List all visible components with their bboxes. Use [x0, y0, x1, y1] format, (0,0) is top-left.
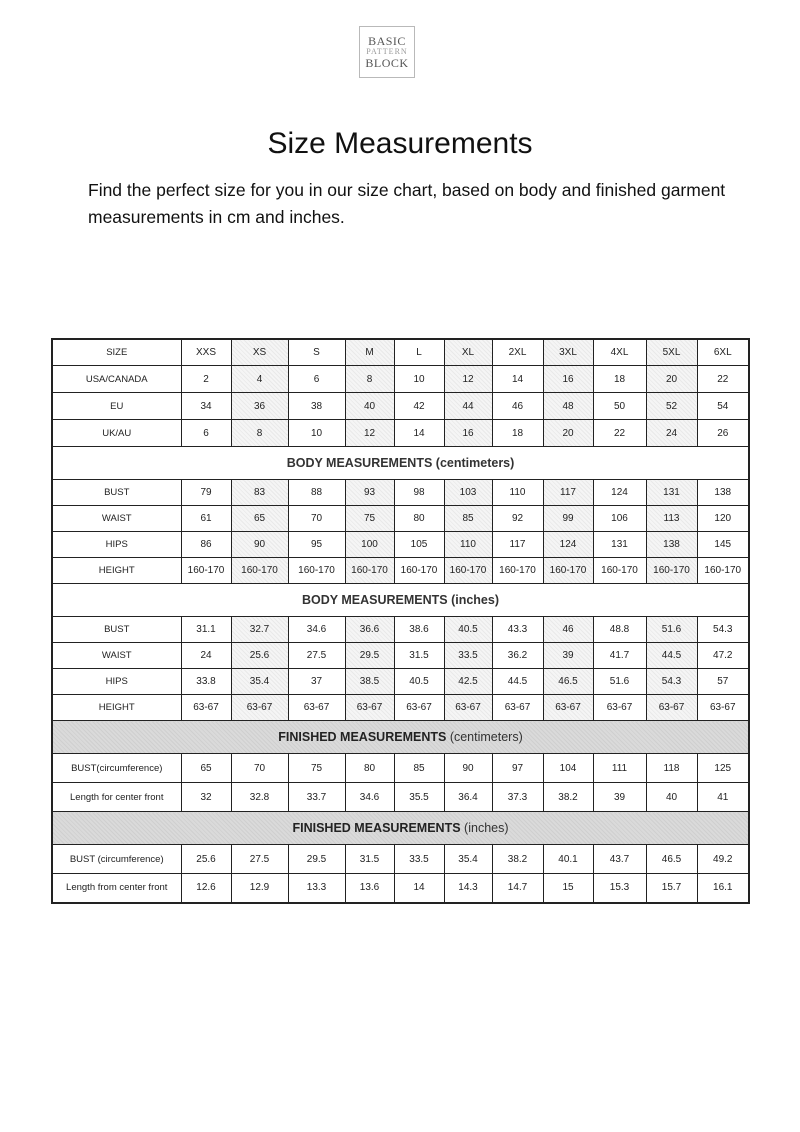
- measurement-value-cell: 35.4: [231, 669, 288, 695]
- size-value-cell: 16: [543, 366, 593, 393]
- measurement-value-cell: 49.2: [697, 845, 749, 874]
- measurement-value-cell: 31.5: [345, 845, 394, 874]
- section-title-text: BODY MEASUREMENTS: [286, 456, 433, 470]
- measurement-value-cell: 92: [492, 506, 543, 532]
- measurement-value-cell: 93: [345, 480, 394, 506]
- measurement-value-cell: 14.7: [492, 874, 543, 903]
- section-title-text: BODY MEASUREMENTS: [301, 593, 448, 607]
- row-label: BUST (circumference): [52, 845, 181, 874]
- measurement-value-cell: 160-170: [444, 558, 492, 584]
- conversion-row: [52, 366, 749, 393]
- size-header-cell: 4XL: [593, 339, 646, 366]
- measurement-value-cell: 48.8: [593, 617, 646, 643]
- measurement-value-cell: 70: [231, 754, 288, 783]
- row-label: BUST(circumference): [52, 754, 181, 783]
- size-value-cell: 22: [593, 420, 646, 447]
- measurement-value-cell: 160-170: [593, 558, 646, 584]
- measurement-value-cell: 80: [345, 754, 394, 783]
- size-value-cell: 12: [444, 366, 492, 393]
- section-unit: (centimeters): [435, 456, 515, 470]
- measurement-row: [52, 506, 749, 532]
- measurement-value-cell: 117: [492, 532, 543, 558]
- measurement-value-cell: 63-67: [444, 695, 492, 721]
- row-label: WAIST: [52, 506, 181, 532]
- measurement-value-cell: 85: [394, 754, 444, 783]
- measurement-value-cell: 41.7: [593, 643, 646, 669]
- section-title: [52, 721, 749, 754]
- logo-line-pattern: PATTERN: [366, 47, 408, 56]
- measurement-value-cell: 34.6: [345, 783, 394, 812]
- section-header-row: [52, 584, 749, 617]
- measurement-value-cell: 36.2: [492, 643, 543, 669]
- section-title-text: FINISHED MEASUREMENTS: [278, 730, 447, 744]
- measurement-value-cell: 105: [394, 532, 444, 558]
- intro-text: Find the perfect size for you in our size chart, based on body and finished garment measurements in cm and inches.: [88, 180, 726, 227]
- row-label: HEIGHT: [52, 558, 181, 584]
- row-label: Length from center front: [52, 874, 181, 903]
- measurement-row: [52, 874, 749, 903]
- measurement-value-cell: 34.6: [288, 617, 345, 643]
- size-header-cell: 3XL: [543, 339, 593, 366]
- size-value-cell: 22: [697, 366, 749, 393]
- size-header-label: SIZE: [52, 339, 181, 366]
- size-value-cell: 2: [181, 366, 231, 393]
- measurement-value-cell: 33.7: [288, 783, 345, 812]
- size-header-cell: M: [345, 339, 394, 366]
- measurement-value-cell: 27.5: [231, 845, 288, 874]
- measurement-value-cell: 15.7: [646, 874, 697, 903]
- measurement-value-cell: 95: [288, 532, 345, 558]
- measurement-value-cell: 27.5: [288, 643, 345, 669]
- measurement-value-cell: 75: [288, 754, 345, 783]
- measurement-value-cell: 65: [231, 506, 288, 532]
- measurement-value-cell: 39: [543, 643, 593, 669]
- measurement-value-cell: 32.7: [231, 617, 288, 643]
- measurement-value-cell: 40: [646, 783, 697, 812]
- measurement-value-cell: 118: [646, 754, 697, 783]
- measurement-value-cell: 35.5: [394, 783, 444, 812]
- measurement-value-cell: 63-67: [492, 695, 543, 721]
- section-unit: (inches): [464, 821, 509, 835]
- measurement-row: [52, 669, 749, 695]
- page-title: Size Measurements: [267, 127, 533, 160]
- measurement-value-cell: 160-170: [231, 558, 288, 584]
- measurement-value-cell: 90: [444, 754, 492, 783]
- section-title-text: FINISHED MEASUREMENTS: [292, 821, 461, 835]
- size-value-cell: 6: [288, 366, 345, 393]
- measurement-row: [52, 558, 749, 584]
- measurement-value-cell: 31.5: [394, 643, 444, 669]
- measurement-row: [52, 643, 749, 669]
- size-value-cell: 18: [593, 366, 646, 393]
- row-label: HIPS: [52, 532, 181, 558]
- row-label: WAIST: [52, 643, 181, 669]
- logo-line-basic: BASIC: [368, 34, 406, 48]
- measurement-value-cell: 25.6: [231, 643, 288, 669]
- measurement-value-cell: 111: [593, 754, 646, 783]
- size-value-cell: 46: [492, 393, 543, 420]
- size-header-row: [52, 339, 749, 366]
- measurement-value-cell: 40.5: [394, 669, 444, 695]
- size-value-cell: 44: [444, 393, 492, 420]
- measurement-value-cell: 47.2: [697, 643, 749, 669]
- measurement-row: [52, 783, 749, 812]
- measurement-value-cell: 38.2: [543, 783, 593, 812]
- measurement-value-cell: 65: [181, 754, 231, 783]
- size-value-cell: 20: [646, 366, 697, 393]
- measurement-value-cell: 90: [231, 532, 288, 558]
- size-value-cell: 10: [288, 420, 345, 447]
- measurement-value-cell: 100: [345, 532, 394, 558]
- measurement-value-cell: 37.3: [492, 783, 543, 812]
- section-header-row: [52, 721, 749, 754]
- measurement-row: [52, 695, 749, 721]
- measurement-value-cell: 97: [492, 754, 543, 783]
- row-label: Length for center front: [52, 783, 181, 812]
- measurement-value-cell: 160-170: [345, 558, 394, 584]
- measurement-value-cell: 46: [543, 617, 593, 643]
- measurement-value-cell: 98: [394, 480, 444, 506]
- conversion-row: [52, 420, 749, 447]
- section-title: [52, 584, 749, 617]
- measurement-value-cell: 160-170: [646, 558, 697, 584]
- measurement-value-cell: 36.4: [444, 783, 492, 812]
- measurement-row: [52, 845, 749, 874]
- measurement-value-cell: 38.5: [345, 669, 394, 695]
- measurement-value-cell: 63-67: [394, 695, 444, 721]
- measurement-value-cell: 103: [444, 480, 492, 506]
- measurement-value-cell: 63-67: [697, 695, 749, 721]
- size-header-cell: 5XL: [646, 339, 697, 366]
- measurement-value-cell: 88: [288, 480, 345, 506]
- measurement-value-cell: 110: [492, 480, 543, 506]
- measurement-value-cell: 120: [697, 506, 749, 532]
- measurement-value-cell: 104: [543, 754, 593, 783]
- measurement-value-cell: 63-67: [231, 695, 288, 721]
- row-label: BUST: [52, 617, 181, 643]
- measurement-value-cell: 36.6: [345, 617, 394, 643]
- measurement-value-cell: 85: [444, 506, 492, 532]
- measurement-value-cell: 117: [543, 480, 593, 506]
- measurement-value-cell: 15.3: [593, 874, 646, 903]
- measurement-value-cell: 63-67: [288, 695, 345, 721]
- measurement-value-cell: 35.4: [444, 845, 492, 874]
- measurement-value-cell: 29.5: [345, 643, 394, 669]
- size-value-cell: 14: [492, 366, 543, 393]
- size-value-cell: 12: [345, 420, 394, 447]
- measurement-value-cell: 15: [543, 874, 593, 903]
- size-header-cell: XL: [444, 339, 492, 366]
- measurement-value-cell: 33.5: [394, 845, 444, 874]
- measurement-value-cell: 63-67: [181, 695, 231, 721]
- measurement-value-cell: 145: [697, 532, 749, 558]
- measurement-value-cell: 13.3: [288, 874, 345, 903]
- section-header-row: [52, 812, 749, 845]
- size-value-cell: 36: [231, 393, 288, 420]
- measurement-value-cell: 14.3: [444, 874, 492, 903]
- size-header-cell: XXS: [181, 339, 231, 366]
- size-value-cell: 8: [231, 420, 288, 447]
- measurement-value-cell: 51.6: [593, 669, 646, 695]
- logo-line-block: BLOCK: [365, 56, 409, 70]
- measurement-value-cell: 39: [593, 783, 646, 812]
- measurement-value-cell: 41: [697, 783, 749, 812]
- size-header-cell: S: [288, 339, 345, 366]
- size-value-cell: 4: [231, 366, 288, 393]
- measurement-value-cell: 14: [394, 874, 444, 903]
- measurement-value-cell: 33.5: [444, 643, 492, 669]
- section-title: [52, 812, 749, 845]
- measurement-value-cell: 44.5: [492, 669, 543, 695]
- measurement-value-cell: 37: [288, 669, 345, 695]
- row-label: UK/AU: [52, 420, 181, 447]
- size-value-cell: 54: [697, 393, 749, 420]
- size-value-cell: 16: [444, 420, 492, 447]
- size-value-cell: 8: [345, 366, 394, 393]
- measurement-value-cell: 99: [543, 506, 593, 532]
- measurement-value-cell: 29.5: [288, 845, 345, 874]
- measurement-value-cell: 63-67: [646, 695, 697, 721]
- measurement-value-cell: 131: [646, 480, 697, 506]
- measurement-value-cell: 25.6: [181, 845, 231, 874]
- row-label: HIPS: [52, 669, 181, 695]
- measurement-value-cell: 86: [181, 532, 231, 558]
- measurement-row: [52, 532, 749, 558]
- measurement-value-cell: 57: [697, 669, 749, 695]
- size-value-cell: 26: [697, 420, 749, 447]
- measurement-value-cell: 54.3: [646, 669, 697, 695]
- row-label: EU: [52, 393, 181, 420]
- size-value-cell: 20: [543, 420, 593, 447]
- size-chart-table: [51, 338, 750, 904]
- measurement-value-cell: 40.5: [444, 617, 492, 643]
- size-value-cell: 10: [394, 366, 444, 393]
- size-value-cell: 6: [181, 420, 231, 447]
- section-unit: (centimeters): [449, 730, 523, 744]
- row-label: HEIGHT: [52, 695, 181, 721]
- size-value-cell: 24: [646, 420, 697, 447]
- measurement-value-cell: 63-67: [593, 695, 646, 721]
- size-header-cell: XS: [231, 339, 288, 366]
- measurement-value-cell: 43.7: [593, 845, 646, 874]
- size-value-cell: 14: [394, 420, 444, 447]
- measurement-value-cell: 63-67: [345, 695, 394, 721]
- measurement-value-cell: 124: [543, 532, 593, 558]
- size-value-cell: 34: [181, 393, 231, 420]
- measurement-value-cell: 32.8: [231, 783, 288, 812]
- measurement-value-cell: 80: [394, 506, 444, 532]
- measurement-value-cell: 12.9: [231, 874, 288, 903]
- measurement-value-cell: 160-170: [394, 558, 444, 584]
- conversion-row: [52, 393, 749, 420]
- measurement-value-cell: 125: [697, 754, 749, 783]
- size-value-cell: 52: [646, 393, 697, 420]
- measurement-value-cell: 38.2: [492, 845, 543, 874]
- measurement-value-cell: 110: [444, 532, 492, 558]
- size-header-cell: L: [394, 339, 444, 366]
- measurement-value-cell: 131: [593, 532, 646, 558]
- section-title: [52, 447, 749, 480]
- measurement-value-cell: 70: [288, 506, 345, 532]
- size-value-cell: 42: [394, 393, 444, 420]
- measurement-value-cell: 46.5: [646, 845, 697, 874]
- size-header-cell: 2XL: [492, 339, 543, 366]
- size-value-cell: 40: [345, 393, 394, 420]
- measurement-value-cell: 160-170: [543, 558, 593, 584]
- measurement-value-cell: 51.6: [646, 617, 697, 643]
- section-header-row: [52, 447, 749, 480]
- size-value-cell: 18: [492, 420, 543, 447]
- measurement-row: [52, 617, 749, 643]
- measurement-value-cell: 32: [181, 783, 231, 812]
- measurement-value-cell: 16.1: [697, 874, 749, 903]
- measurement-value-cell: 79: [181, 480, 231, 506]
- measurement-value-cell: 12.6: [181, 874, 231, 903]
- measurement-value-cell: 63-67: [543, 695, 593, 721]
- measurement-value-cell: 138: [697, 480, 749, 506]
- measurement-value-cell: 40.1: [543, 845, 593, 874]
- size-header-cell: 6XL: [697, 339, 749, 366]
- measurement-value-cell: 42.5: [444, 669, 492, 695]
- measurement-value-cell: 54.3: [697, 617, 749, 643]
- row-label: BUST: [52, 480, 181, 506]
- measurement-value-cell: 106: [593, 506, 646, 532]
- brand-logo: [359, 26, 415, 78]
- measurement-value-cell: 38.6: [394, 617, 444, 643]
- measurement-value-cell: 160-170: [697, 558, 749, 584]
- measurement-value-cell: 75: [345, 506, 394, 532]
- section-unit: (inches): [451, 593, 500, 607]
- measurement-row: [52, 754, 749, 783]
- row-label: USA/CANADA: [52, 366, 181, 393]
- measurement-value-cell: 24: [181, 643, 231, 669]
- measurement-value-cell: 83: [231, 480, 288, 506]
- measurement-value-cell: 31.1: [181, 617, 231, 643]
- measurement-value-cell: 160-170: [181, 558, 231, 584]
- measurement-value-cell: 160-170: [288, 558, 345, 584]
- size-value-cell: 48: [543, 393, 593, 420]
- measurement-value-cell: 113: [646, 506, 697, 532]
- size-value-cell: 50: [593, 393, 646, 420]
- size-value-cell: 38: [288, 393, 345, 420]
- measurement-row: [52, 480, 749, 506]
- measurement-value-cell: 46.5: [543, 669, 593, 695]
- measurement-value-cell: 124: [593, 480, 646, 506]
- measurement-value-cell: 61: [181, 506, 231, 532]
- measurement-value-cell: 138: [646, 532, 697, 558]
- measurement-value-cell: 160-170: [492, 558, 543, 584]
- measurement-value-cell: 13.6: [345, 874, 394, 903]
- measurement-value-cell: 43.3: [492, 617, 543, 643]
- measurement-value-cell: 44.5: [646, 643, 697, 669]
- measurement-value-cell: 33.8: [181, 669, 231, 695]
